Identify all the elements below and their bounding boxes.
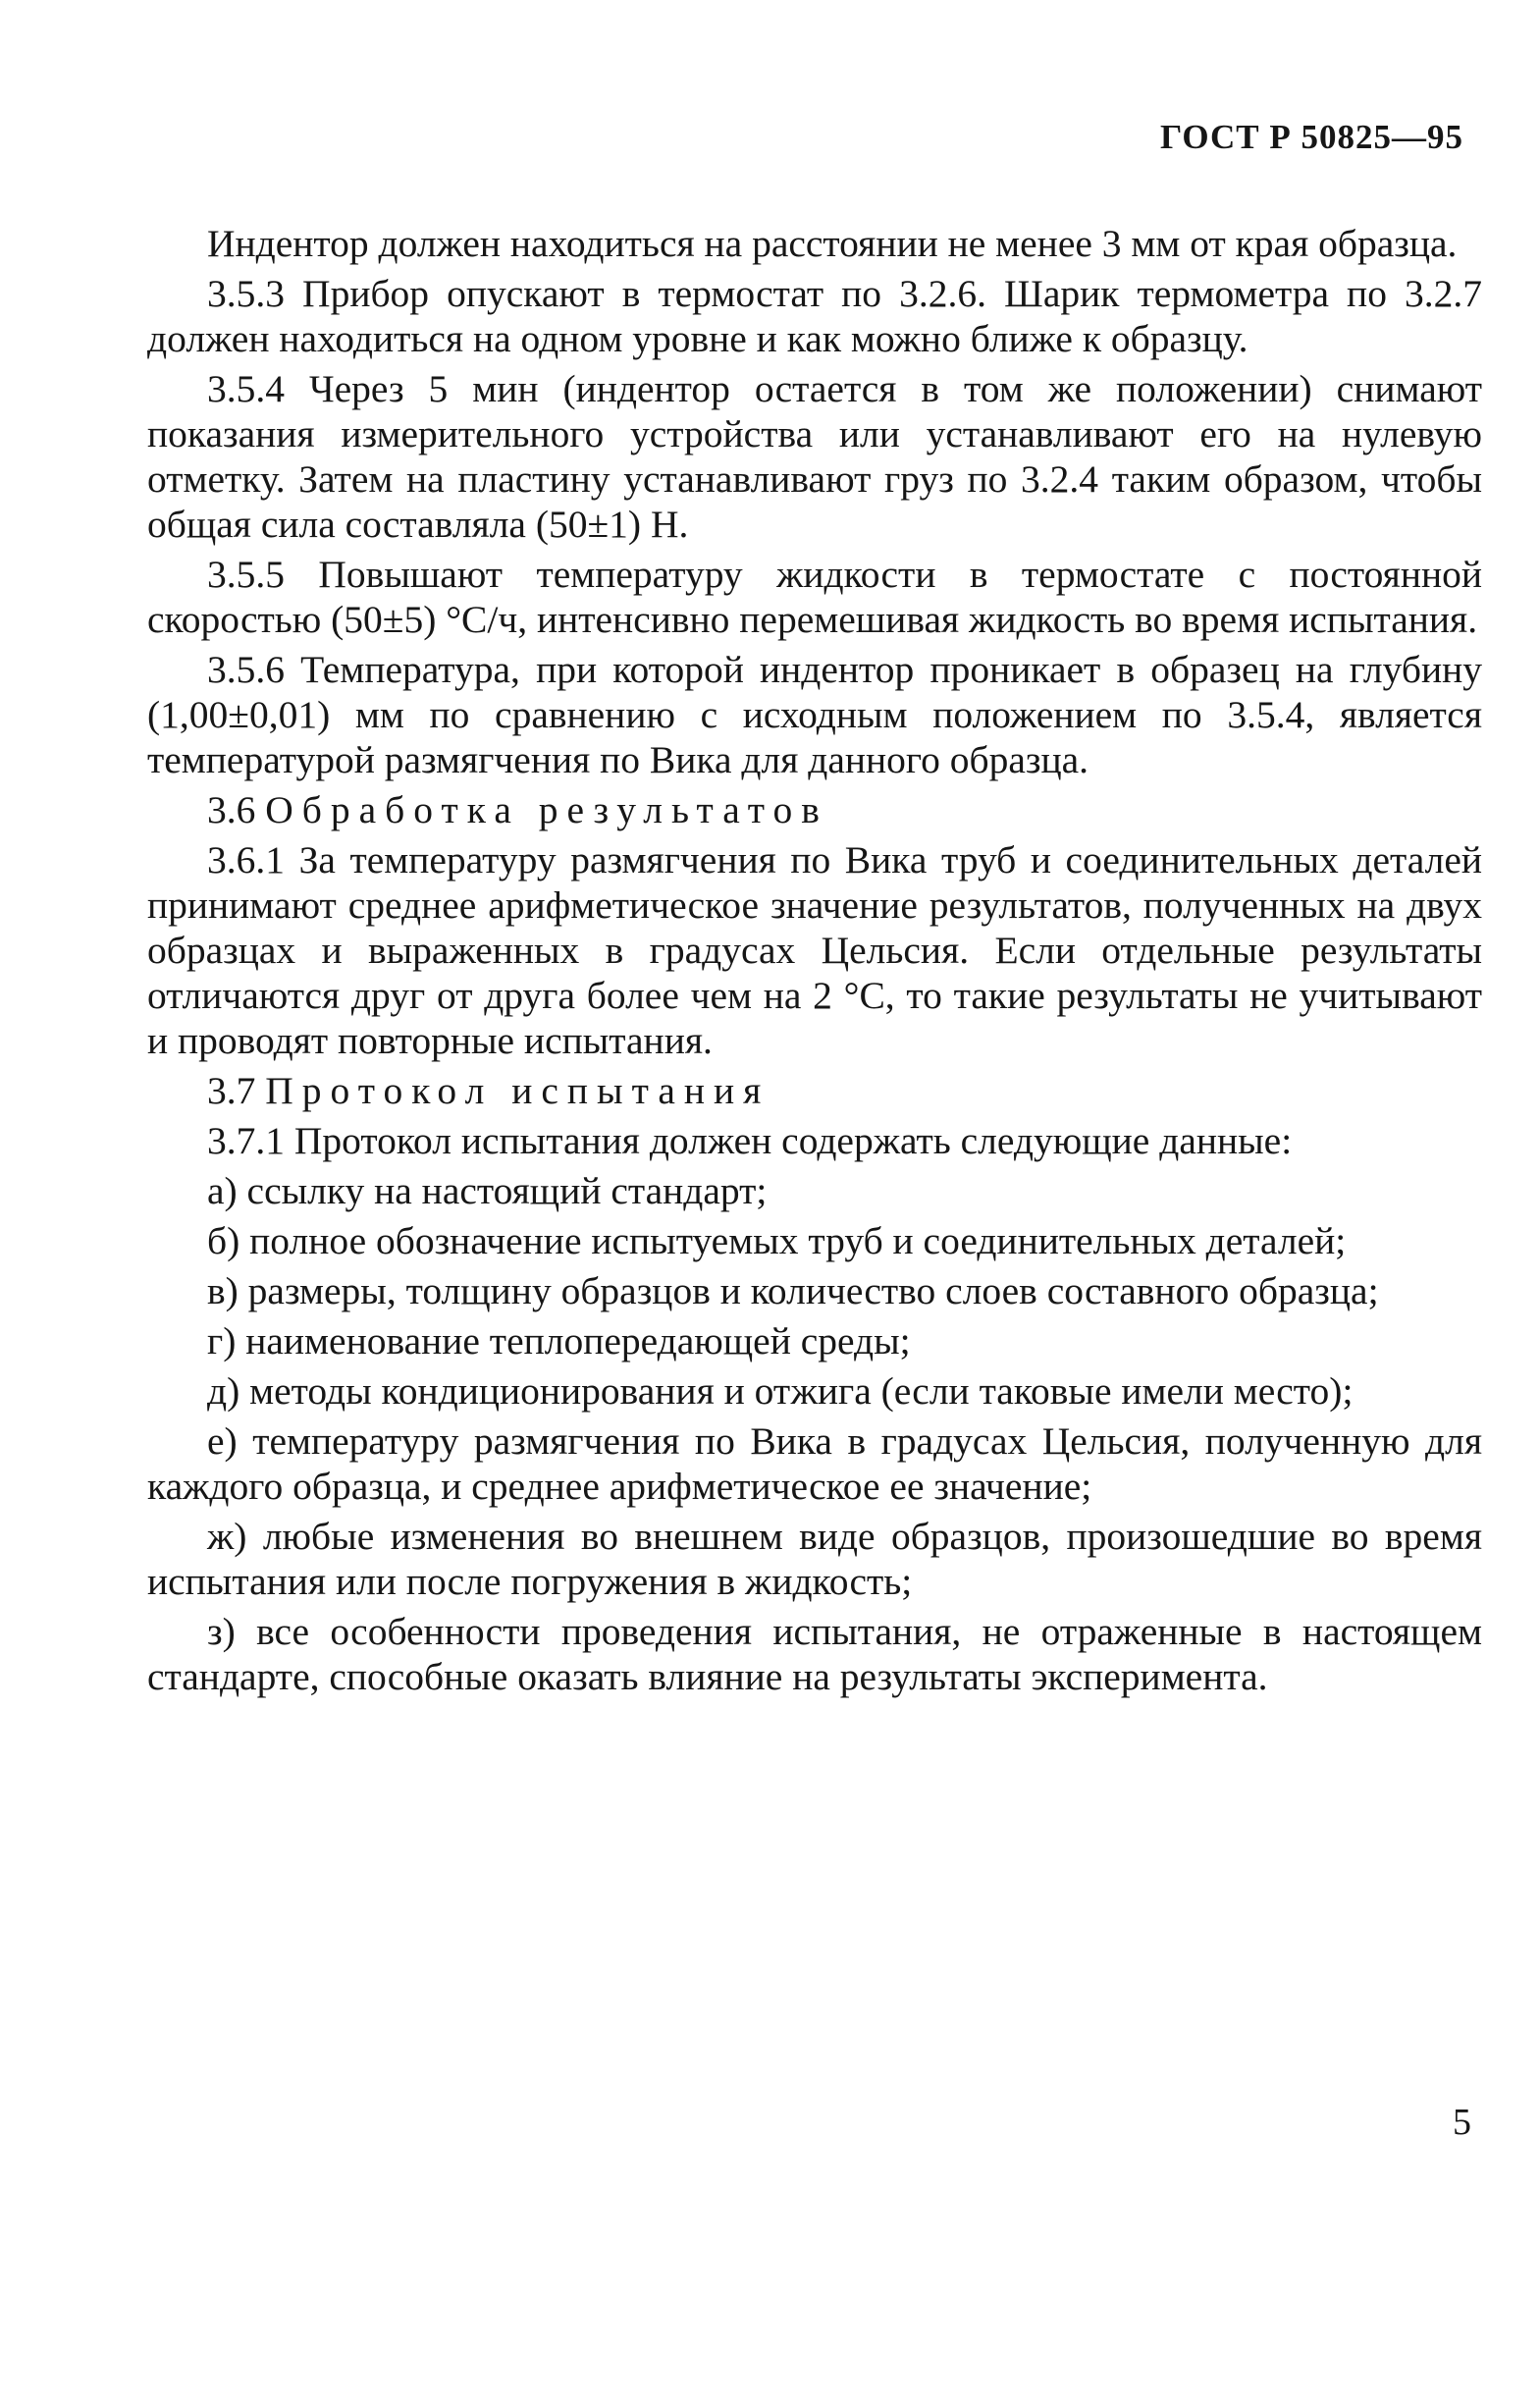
list-item-b: б) полное обозначение испытуемых труб и соединительных деталей;	[207, 1219, 1347, 1262]
page-number: 5	[1453, 2102, 1471, 2143]
paragraph-indenter-distance: Индентор должен находиться на расстоянии не менее 3 мм от края образца.	[207, 222, 1458, 265]
section-title: Обработка результатов	[265, 788, 828, 831]
list-item-e: е) температуру размягчения по Вика в градусах Цельсия, полученную для каждого образца, и среднее арифметическое ее значение;	[147, 1419, 1482, 1508]
section-heading-3-7	[147, 1068, 1482, 1113]
list-item-v: в) размеры, толщину образцов и количество слоев составного образца;	[207, 1269, 1379, 1312]
paragraph-3-7-1: 3.7.1 Протокол испытания должен содержать следующие данные:	[207, 1119, 1293, 1162]
section-number: 3.7	[207, 1069, 256, 1112]
list-item-d: д) методы кондиционирования и отжига (если таковые имели место);	[207, 1369, 1354, 1413]
list-item-z: з) все особенности проведения испытания, не отраженные в настоящем стандарте, способные оказать влияние на результаты эксперимента.	[147, 1610, 1482, 1698]
page-header-standard: ГОСТ Р 50825—95	[1159, 118, 1463, 156]
document-body	[147, 221, 1482, 1699]
list-item-zh: ж) любые изменения во внешнем виде образцов, произошедшие во время испытания или после погружения в жидкость;	[147, 1515, 1482, 1603]
paragraph-3-6-1: 3.6.1 За температуру размягчения по Вика труб и соединительных деталей принимают среднее арифметическое значение результатов, полученных на двух образцах и выраженных в градусах Цельсия. Если отдельные результаты отличаются друг от друга более чем на 2 °С, то такие результаты не учитывают и проводят повторные испытания.	[147, 838, 1482, 1062]
list-item-a: а) ссылку на настоящий стандарт;	[207, 1169, 768, 1212]
section-title: Протокол испытания	[265, 1069, 770, 1112]
list-item-g: г) наименование теплопередающей среды;	[207, 1319, 911, 1362]
paragraph-3-5-3: 3.5.3 Прибор опускают в термостат по 3.2.6. Шарик термометра по 3.2.7 должен находиться на одном уровне и как можно ближе к образцу.	[147, 272, 1482, 360]
paragraph-3-5-6: 3.5.6 Температура, при которой индентор проникает в образец на глубину (1,00±0,01) мм по сравнению с исходным положением по 3.5.4, является температурой размягчения по Вика для данного образца.	[147, 648, 1482, 781]
paragraph-3-5-5: 3.5.5 Повышают температуру жидкости в термостате с постоянной скоростью (50±5) °С/ч, интенсивно перемешивая жидкость во время испытания.	[147, 553, 1482, 641]
section-heading-3-6	[147, 787, 1482, 832]
paragraph-3-5-4: 3.5.4 Через 5 мин (индентор остается в том же положении) снимают показания измерительного устройства или устанавливают его на нулевую отметку. Затем на пластину устанавливают груз по 3.2.4 таким образом, чтобы общая сила составляла (50±1) Н.	[147, 367, 1482, 546]
section-number: 3.6	[207, 788, 256, 831]
